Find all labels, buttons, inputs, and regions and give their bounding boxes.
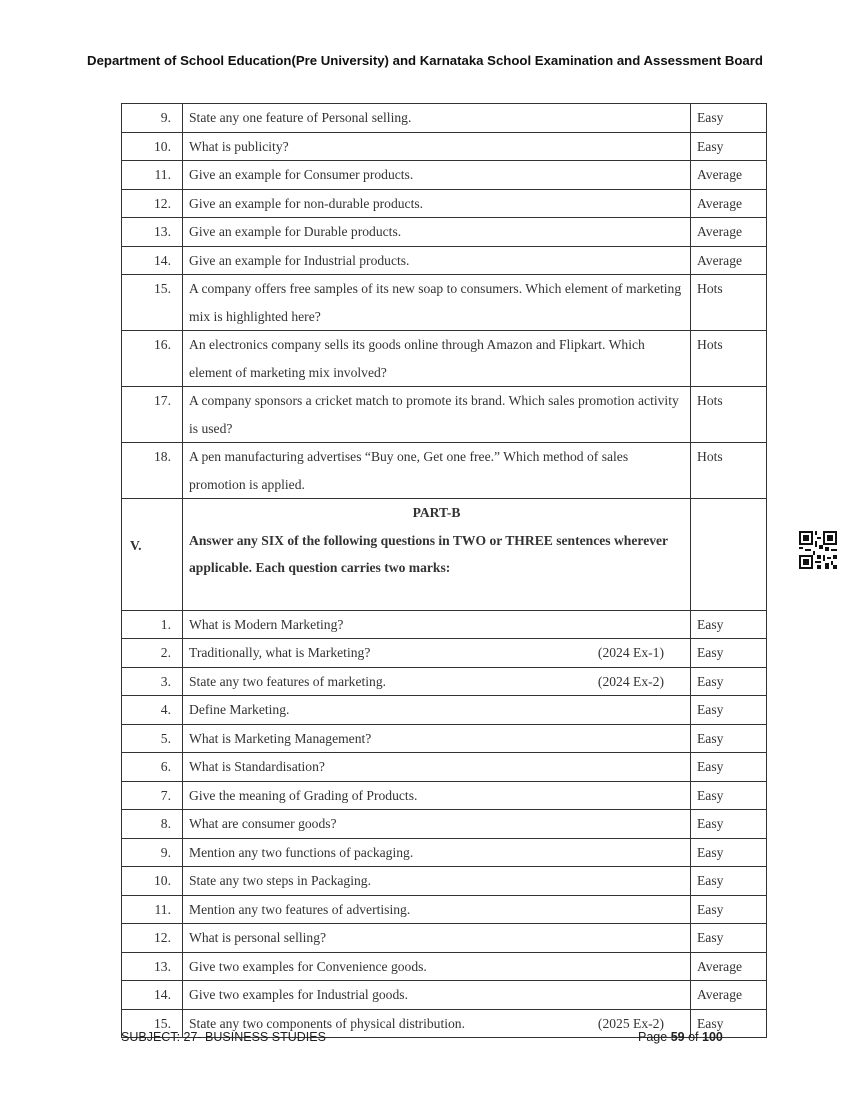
difficulty-level: Easy: [691, 895, 767, 924]
part-b-number: V.: [122, 499, 183, 611]
question-number: 11.: [122, 895, 183, 924]
difficulty-level: Easy: [691, 610, 767, 639]
table-row: [122, 781, 767, 810]
question-text-cell: [183, 667, 691, 696]
question-text-cell: [183, 781, 691, 810]
question-text: What are consumer goods?: [189, 816, 337, 831]
difficulty-level: Average: [691, 952, 767, 981]
question-number: 3.: [122, 667, 183, 696]
question-number: 9.: [122, 104, 183, 133]
question-number: 16.: [122, 331, 183, 387]
table-row: [122, 667, 767, 696]
table-row: [122, 639, 767, 668]
question-number: 13.: [122, 218, 183, 247]
table-row: [122, 443, 767, 499]
question-text: State any one feature of Personal selling.: [189, 110, 412, 125]
table-row: [122, 331, 767, 387]
question-text: Define Marketing.: [189, 702, 290, 717]
question-number: 4.: [122, 696, 183, 725]
question-text-cell: [183, 161, 691, 190]
page-number: 59: [670, 1030, 685, 1044]
table-row: [122, 753, 767, 782]
difficulty-level: Hots: [691, 275, 767, 331]
question-number: 8.: [122, 810, 183, 839]
question-text-cell: [183, 639, 691, 668]
question-text-cell: [183, 132, 691, 161]
question-text-cell: [183, 189, 691, 218]
question-number: 6.: [122, 753, 183, 782]
question-text-cell: [183, 104, 691, 133]
question-text: What is personal selling?: [189, 930, 327, 945]
table-row: [122, 161, 767, 190]
difficulty-level: Hots: [691, 331, 767, 387]
question-text: A pen manufacturing advertises “Buy one, Get one free.” Which method of sales promotion is applied.: [189, 449, 629, 492]
question-text-cell: [183, 895, 691, 924]
table-row: [122, 387, 767, 443]
question-text: Give an example for Durable products.: [189, 224, 402, 239]
question-text-cell: [183, 218, 691, 247]
difficulty-level: Easy: [691, 924, 767, 953]
question-text-cell: [183, 867, 691, 896]
question-text: State any two components of physical distribution.: [189, 1015, 465, 1031]
qr-code-icon: [799, 531, 837, 569]
difficulty-level: Average: [691, 189, 767, 218]
question-text: Traditionally, what is Marketing?: [189, 645, 371, 660]
part-b-instruction: Answer any SIX of the following questions in TWO or THREE sentences wherever applicable. Each question carries two marks:: [189, 532, 668, 575]
part-b-level-cell: [691, 499, 767, 611]
difficulty-level: Easy: [691, 639, 767, 668]
question-text-cell: [183, 246, 691, 275]
difficulty-level: Hots: [691, 443, 767, 499]
table-row: [122, 838, 767, 867]
difficulty-level: Easy: [691, 132, 767, 161]
table-row: [122, 246, 767, 275]
difficulty-level: Easy: [691, 104, 767, 133]
difficulty-level: Easy: [691, 1009, 767, 1038]
table-row: [122, 867, 767, 896]
question-table: [121, 103, 767, 1038]
question-text-cell: [183, 810, 691, 839]
table-row: [122, 810, 767, 839]
question-text: Give an example for Consumer products.: [189, 167, 414, 182]
question-number: 12.: [122, 189, 183, 218]
question-text: State any two features of marketing.: [189, 673, 387, 689]
question-number: 2.: [122, 639, 183, 668]
page-label: Page: [638, 1030, 668, 1044]
table-row: [122, 189, 767, 218]
footer-subject: SUBJECT: 27- BUSINESS STUDIES: [121, 1030, 326, 1044]
question-number: 10.: [122, 132, 183, 161]
question-number: 5.: [122, 724, 183, 753]
question-text-cell: [183, 696, 691, 725]
table-row: [122, 696, 767, 725]
question-number: 15.: [122, 275, 183, 331]
question-text: Give two examples for Industrial goods.: [189, 987, 408, 1002]
question-number: 17.: [122, 387, 183, 443]
question-text: Give the meaning of Grading of Products.: [189, 787, 418, 803]
question-number: 13.: [122, 952, 183, 981]
difficulty-level: Hots: [691, 387, 767, 443]
question-text: What is Standardisation?: [189, 759, 325, 774]
question-text-cell: [183, 981, 691, 1010]
table-row: [122, 952, 767, 981]
question-text-cell: [183, 952, 691, 981]
difficulty-level: Easy: [691, 753, 767, 782]
difficulty-level: Easy: [691, 838, 767, 867]
page-header: Department of School Education(Pre University) and Karnataka School Examination and Assessment Board: [87, 53, 763, 68]
table-row: [122, 924, 767, 953]
table-row: [122, 895, 767, 924]
question-text: What is Marketing Management?: [189, 730, 372, 746]
question-text: A company offers free samples of its new soap to consumers. Which element of marketing mix is highlighted here?: [189, 281, 682, 324]
question-number: 10.: [122, 867, 183, 896]
question-number: 14.: [122, 246, 183, 275]
table-row: [122, 981, 767, 1010]
difficulty-level: Easy: [691, 724, 767, 753]
question-text-cell: [183, 753, 691, 782]
question-text: Mention any two features of advertising.: [189, 901, 411, 917]
question-text: Give an example for non-durable products.: [189, 195, 424, 211]
question-number: 1.: [122, 610, 183, 639]
difficulty-level: Average: [691, 161, 767, 190]
question-number: 18.: [122, 443, 183, 499]
question-number: 12.: [122, 924, 183, 953]
question-number: 14.: [122, 981, 183, 1010]
difficulty-level: Easy: [691, 810, 767, 839]
question-text-cell: [183, 924, 691, 953]
table-row: [122, 218, 767, 247]
question-text: A company sponsors a cricket match to promote its brand. Which sales promotion activity is used?: [189, 393, 679, 436]
difficulty-level: Easy: [691, 696, 767, 725]
question-text: Mention any two functions of packaging.: [189, 844, 414, 860]
difficulty-level: Easy: [691, 867, 767, 896]
difficulty-level: Easy: [691, 781, 767, 810]
table-row: [122, 104, 767, 133]
question-number: 9.: [122, 838, 183, 867]
difficulty-level: Average: [691, 981, 767, 1010]
table-row: [122, 724, 767, 753]
footer-page: [638, 1030, 723, 1044]
question-number: 11.: [122, 161, 183, 190]
question-text: State any two steps in Packaging.: [189, 873, 371, 888]
question-text-cell: [183, 275, 691, 331]
table-row: [122, 132, 767, 161]
table-row: [122, 275, 767, 331]
question-number: 15.: [122, 1009, 183, 1038]
question-text: Give two examples for Convenience goods.: [189, 958, 427, 974]
question-text-cell: [183, 838, 691, 867]
page-total: 100: [702, 1030, 723, 1044]
table-row: [122, 610, 767, 639]
question-text: What is publicity?: [189, 138, 289, 154]
part-b-heading: [183, 499, 691, 611]
question-text-cell: [183, 724, 691, 753]
exam-reference: (2025 Ex-2): [597, 1015, 664, 1031]
question-text: Give an example for Industrial products.: [189, 252, 410, 268]
question-text: An electronics company sells its goods online through Amazon and Flipkart. Which element of marketing mix involved?: [189, 337, 645, 380]
question-text-cell: [183, 443, 691, 499]
part-b-title: PART-B: [412, 505, 461, 520]
of-label: of: [688, 1030, 699, 1044]
question-text-cell: [183, 610, 691, 639]
difficulty-level: Average: [691, 246, 767, 275]
question-number: 7.: [122, 781, 183, 810]
question-text: What is Modern Marketing?: [189, 616, 344, 632]
part-b-row: [122, 499, 767, 611]
difficulty-level: Easy: [691, 667, 767, 696]
exam-reference: (2024 Ex-1): [597, 645, 664, 660]
question-text-cell: [183, 331, 691, 387]
difficulty-level: Average: [691, 218, 767, 247]
exam-reference: (2024 Ex-2): [597, 673, 664, 689]
question-text-cell: [183, 387, 691, 443]
